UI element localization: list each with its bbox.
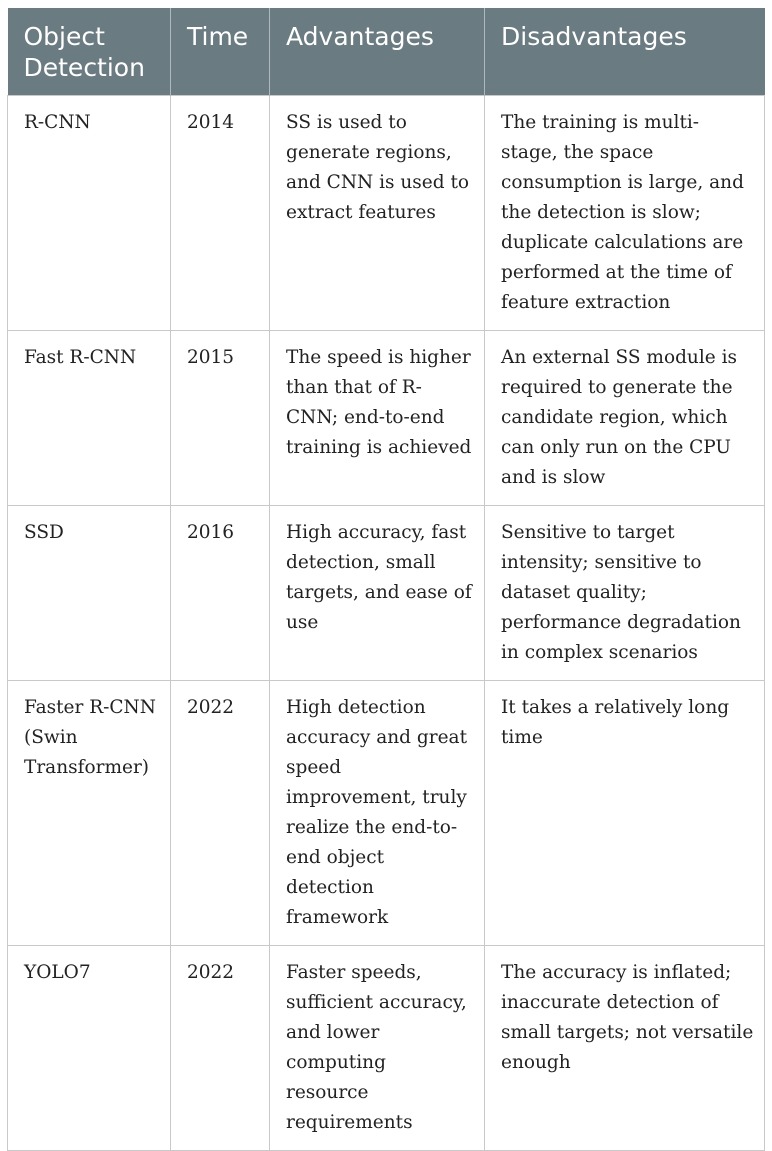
- cell-method: YOLO7: [8, 945, 171, 1150]
- header-advantages: Advantages: [270, 8, 485, 95]
- header-row: [8, 8, 765, 95]
- cell-time: 2016: [171, 505, 270, 680]
- cell-time: 2015: [171, 330, 270, 505]
- header-time: Time: [171, 8, 270, 95]
- cell-disadvantages: It takes a relatively long time: [485, 680, 765, 945]
- cell-advantages: High accuracy, fast detection, small targets, and ease of use: [270, 505, 485, 680]
- cell-disadvantages: The accuracy is inflated; inaccurate detection of small targets; not versatile enough: [485, 945, 765, 1150]
- cell-time: 2022: [171, 945, 270, 1150]
- table-row: [8, 945, 765, 1150]
- cell-method: Faster R-CNN (Swin Transformer): [8, 680, 171, 945]
- table-row: [8, 680, 765, 945]
- cell-method: R-CNN: [8, 95, 171, 330]
- object-detection-comparison-table: [7, 8, 765, 1151]
- table-row: [8, 95, 765, 330]
- table-row: [8, 330, 765, 505]
- table-body: [8, 95, 765, 1150]
- cell-disadvantages: Sensitive to target intensity; sensitive to dataset quality; performance degradation in complex scenarios: [485, 505, 765, 680]
- cell-time: 2014: [171, 95, 270, 330]
- header-disadvantages: Disadvantages: [485, 8, 765, 95]
- cell-advantages: High detection accuracy and great speed improvement, truly realize the end-to-end object detection framework: [270, 680, 485, 945]
- cell-advantages: SS is used to generate regions, and CNN is used to extract features: [270, 95, 485, 330]
- cell-disadvantages: An external SS module is required to generate the candidate region, which can only run on the CPU and is slow: [485, 330, 765, 505]
- cell-disadvantages: The training is multi-stage, the space consumption is large, and the detection is slow; duplicate calculations are performed at the time of feature extraction: [485, 95, 765, 330]
- comparison-table-container: [7, 8, 764, 1151]
- table-row: [8, 505, 765, 680]
- cell-method: SSD: [8, 505, 171, 680]
- cell-advantages: Faster speeds, sufficient accuracy, and lower computing resource requirements: [270, 945, 485, 1150]
- cell-method: Fast R-CNN: [8, 330, 171, 505]
- cell-time: 2022: [171, 680, 270, 945]
- header-object-detection: Object Detection: [8, 8, 171, 95]
- table-header: [8, 8, 765, 95]
- cell-advantages: The speed is higher than that of R-CNN; end-to-end training is achieved: [270, 330, 485, 505]
